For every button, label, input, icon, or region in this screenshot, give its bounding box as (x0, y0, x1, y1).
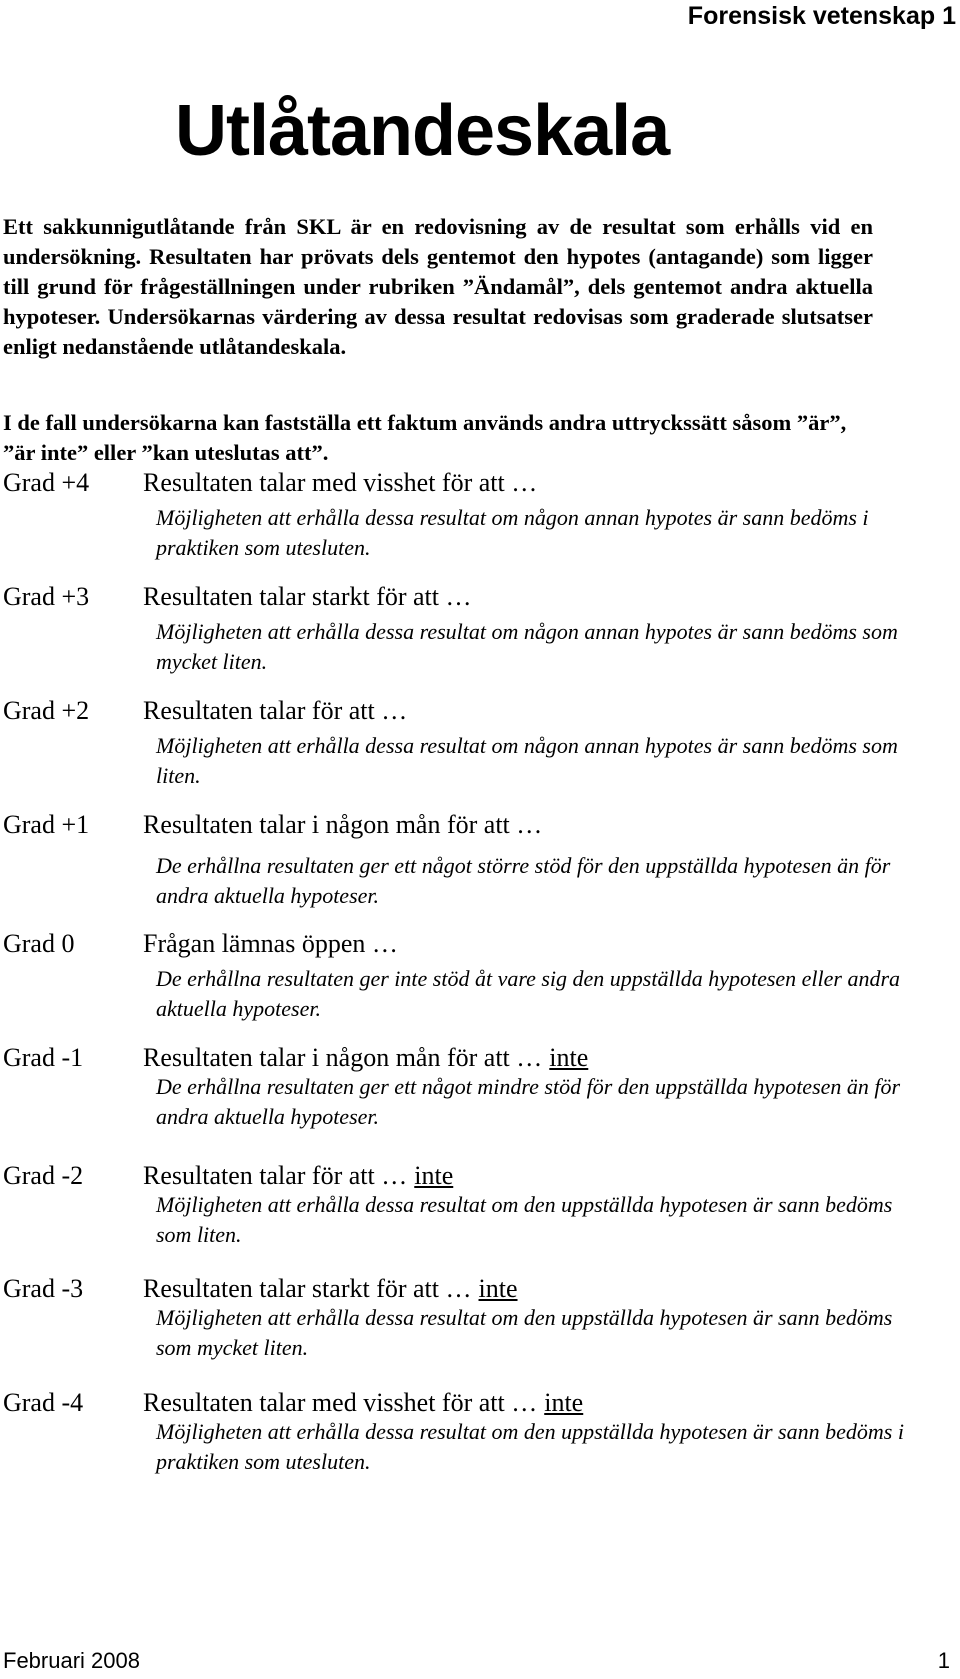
page-number: 1 (937, 1648, 950, 1673)
grade-statement (143, 581, 472, 613)
grade-statement-text: Resultaten talar för att … (143, 696, 408, 725)
grade-statement (143, 1387, 583, 1419)
grade-label: Grad +3 (3, 582, 90, 611)
grade-statement (143, 809, 542, 841)
grade-statement (143, 1042, 588, 1074)
page-title: Utlåtandeskala (175, 91, 670, 171)
grade-description: De erhållna resultaten ger ett något mindre stöd för den uppställda hypotesen än för andra aktuella hypoteser. (156, 1074, 901, 1129)
footer-date: Februari 2008 (3, 1648, 140, 1673)
grade-description: De erhållna resultaten ger inte stöd åt vare sig den uppställda hypotesen eller andra aktuella hypoteser. (156, 966, 901, 1021)
negation-text: inte (414, 1161, 454, 1190)
grade-statement (143, 1273, 518, 1305)
grade-description: Möjligheten att erhålla dessa resultat om någon annan hypotes är sann bedöms som mycket liten. (156, 619, 898, 674)
grade-label: Grad -2 (3, 1161, 84, 1190)
grade-label: Grad -4 (3, 1388, 84, 1417)
grade-statement-text: Resultaten talar starkt för att … (143, 582, 472, 611)
grade-description: Möjligheten att erhålla dessa resultat om den uppställda hypotesen är sann bedöms som liten. (156, 1192, 893, 1247)
grade-label: Grad +2 (3, 696, 90, 725)
grade-label: Grad +1 (3, 810, 90, 839)
intro-paragraph-fact: I de fall undersökarna kan fastställa ett faktum används andra uttryckssätt såsom ”är”, ”är inte” eller ”kan uteslutas att”. (3, 410, 847, 465)
grade-description: Möjligheten att erhålla dessa resultat om någon annan hypotes är sann bedöms som liten. (156, 733, 898, 788)
grade-description: Möjligheten att erhålla dessa resultat om den uppställda hypotesen är sann bedöms i praktiken som utesluten. (156, 1419, 904, 1474)
negation-text: inte (478, 1274, 518, 1303)
grade-description: De erhållna resultaten ger ett något större stöd för den uppställda hypotesen än för andra aktuella hypoteser. (156, 853, 891, 908)
grade-label: Grad -1 (3, 1043, 84, 1072)
grade-statement-text: Resultaten talar med visshet för att … (143, 468, 538, 497)
negation-text: inte (549, 1043, 589, 1072)
grade-statement-text: Resultaten talar starkt för att … (143, 1274, 472, 1303)
grade-statement-text: Resultaten talar i någon mån för att … (143, 1043, 543, 1072)
grade-label: Grad 0 (3, 929, 75, 958)
grade-statement-text: Resultaten talar för att … (143, 1161, 408, 1190)
running-header: Forensisk vetenskap 1 (687, 2, 956, 30)
grade-statement (143, 928, 398, 960)
grade-statement-text: Resultaten talar med visshet för att … (143, 1388, 538, 1417)
intro-paragraph: Ett sakkunnigutlåtande från SKL är en redovisning av de resultat som erhålls vid en undersökning. Resultaten har prövats dels gentemot den hypotes (antagande) som ligger till grund för frågeställningen under rubriken ”Ändamål”, dels gentemot andra aktuella hypoteser. Undersökarnas värdering av dessa resultat redovisas som graderade slutsatser enligt nedanstående utlåtandeskala. (3, 214, 873, 359)
grade-statement (143, 467, 537, 499)
grade-statement (143, 695, 407, 727)
grade-description: Möjligheten att erhålla dessa resultat om den uppställda hypotesen är sann bedöms som mycket liten. (156, 1305, 893, 1360)
negation-text: inte (544, 1388, 584, 1417)
grade-statement-text: Frågan lämnas öppen … (143, 929, 398, 958)
grade-statement-text: Resultaten talar i någon mån för att … (143, 810, 543, 839)
grade-label: Grad -3 (3, 1274, 84, 1303)
grade-description: Möjligheten att erhålla dessa resultat om någon annan hypotes är sann bedöms i praktiken som utesluten. (156, 505, 869, 560)
grade-statement (143, 1160, 453, 1192)
grade-label: Grad +4 (3, 468, 90, 497)
